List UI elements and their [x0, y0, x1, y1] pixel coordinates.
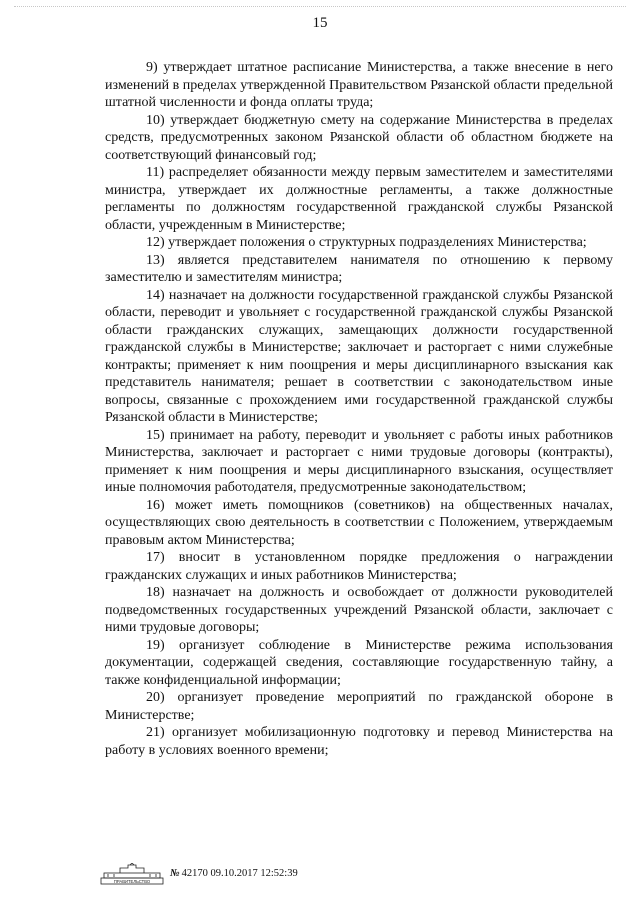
list-item: 17) вносит в установленном порядке предложения о награждении гражданских служащих и иных работников Министерства; — [105, 550, 613, 583]
list-item: 11) распределяет обязанности между первым заместителем и заместителями министра, утверждает их должностные регламенты, а также должностные регламенты по должностям государственной гражданской службы Рязанской области, учрежденным в Министерстве; — [105, 165, 613, 233]
registration-stamp — [170, 868, 298, 879]
list-item: 13) является представителем нанимателя по отношению к первому заместителю и заместителям министра; — [105, 252, 613, 285]
government-building-seal-icon — [100, 863, 164, 885]
list-item: 12) утверждает положения о структурных подразделениях Министерства; — [146, 235, 587, 250]
list-item: 9) утверждает штатное расписание Министерства, а также внесение в него изменений в пределах утвержденной Правительством Рязанской области предельной штатной численности и фонда оплаты труда; — [105, 60, 613, 110]
document-footer — [100, 863, 360, 885]
list-item: 16) может иметь помощников (советников) на общественных началах, осуществляющих свою деятельность в соответствии с Положением, утверждаемым правовым актом Министерства; — [105, 497, 613, 548]
list-item: 19) организует соблюдение в Министерстве режима использования документации, содержащей сведения, составляющие государственную тайну, а также конфиденциальной информации; — [105, 637, 613, 688]
stamp-text: 42170 09.10.2017 12:52:39 — [181, 868, 298, 879]
stamp-mark: № — [170, 868, 180, 879]
document-body — [105, 59, 613, 759]
list-item: 20) организует проведение мероприятий по гражданской обороне в Министерстве; — [105, 690, 613, 723]
seal-caption: ПРАВИТЕЛЬСТВО — [113, 879, 151, 884]
list-item: 10) утверждает бюджетную смету на содержание Министерства в пределах средств, предусмотренных законом Рязанской области об областном бюджете на соответствующий финансовый год; — [105, 112, 613, 163]
list-item: 18) назначает на должность и освобождает от должности руководителей подведомственных государственных учреждений Рязанской области, заключает с ними трудовые договоры; — [105, 585, 613, 635]
list-item: 21) организует мобилизационную подготовку и перевод Министерства на работу в условиях военного времени; — [105, 725, 613, 758]
list-item: 15) принимает на работу, переводит и увольняет с работы иных работников Министерства, заключает и расторгает с ними трудовые договоры (контракты), применяет к ним поощрения и меры дисциплинарного взыскания, осуществляет иные полномочия работодателя, предусмотренные законодательством; — [105, 427, 613, 495]
scan-edge-line — [14, 6, 626, 7]
page-number: 15 — [312, 15, 328, 31]
list-item: 14) назначает на должности государственной гражданской службы Рязанской области, переводит и увольняет с государственной гражданской службы Рязанской области гражданских служащих, замещающих должности государственной гражданской службы в Министерстве; заключает и расторгает с ними служебные контракты; применяет к ним поощрения и меры дисциплинарного взыскания как представитель нанимателя; решает в соответствии с законодательством иные вопросы, связанные с прохождением ими государственной гражданской службы Рязанской области в Министерстве; — [105, 287, 613, 425]
